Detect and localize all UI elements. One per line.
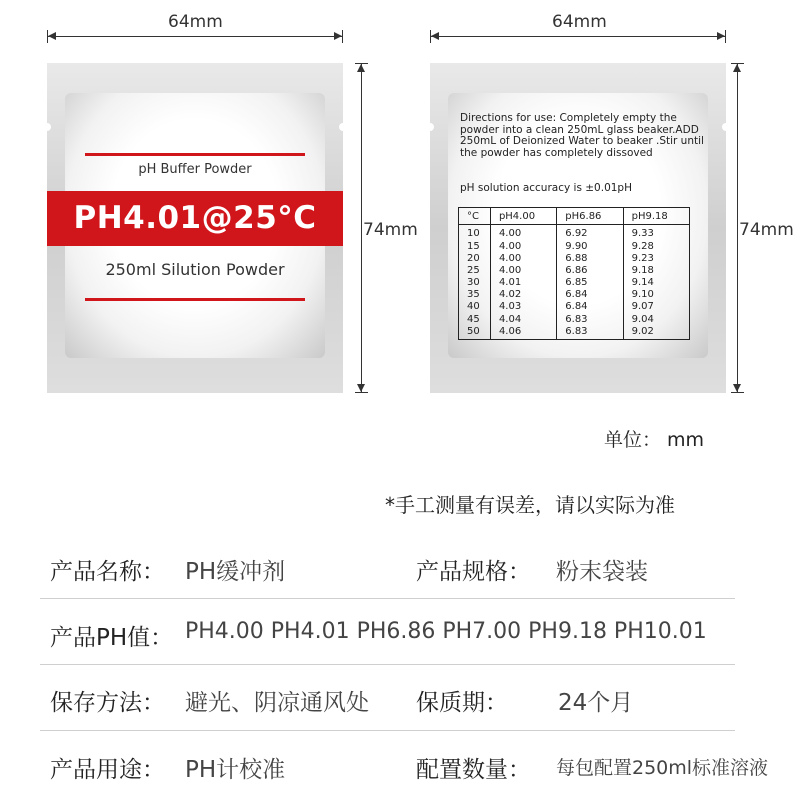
table-cell: 9.02 xyxy=(631,325,654,337)
table-cell: 4.06 xyxy=(490,327,556,340)
arrow-up-icon xyxy=(357,64,365,72)
usage-value: PH计校准 xyxy=(185,757,286,783)
table-cell: 9.28 xyxy=(631,240,654,252)
table-cell: 15 xyxy=(459,242,491,254)
table-cell: 25 xyxy=(459,266,491,278)
directions-text: Directions for use: Completely empty the powder into a clean 250mL glass beaker.ADD 250mL of Deionized Water to beaker .Stir until the powder has completely dissoved xyxy=(460,112,704,159)
table-cell: 9.04 xyxy=(631,313,654,325)
front-height-label: 74mm xyxy=(363,220,418,240)
front-width-label: 64mm xyxy=(168,12,223,32)
front-bottom-text: 250ml Silution Powder xyxy=(105,260,285,279)
table-cell: 6.84 xyxy=(557,290,623,302)
table-row xyxy=(459,327,690,340)
table-cell: 35 xyxy=(459,290,491,302)
accuracy-text: pH solution accuracy is ±0.01pH xyxy=(460,182,632,194)
table-cell: 9.23 xyxy=(631,252,654,264)
table-row xyxy=(459,225,690,242)
row-divider xyxy=(40,730,735,731)
table-cell: 4.03 xyxy=(490,302,556,314)
table-cell: 6.88 xyxy=(557,254,623,266)
arrow-up-icon xyxy=(733,64,741,72)
table-cell: 4.00 xyxy=(490,225,556,242)
tear-notch xyxy=(339,123,347,131)
ph-temperature-table xyxy=(458,207,690,340)
config-label: 配置数量： xyxy=(416,757,531,783)
product-spec-value: 粉末袋装 xyxy=(556,559,648,585)
column-header: pH9.18 xyxy=(623,208,689,225)
unit-label: 单位： mm xyxy=(604,429,705,451)
ph-value-band: PH4.01@25°C xyxy=(47,191,343,246)
table-cell: 9.33 xyxy=(631,228,654,239)
back-height-label: 74mm xyxy=(739,220,794,240)
table-cell: 4.00 xyxy=(490,242,556,254)
table-cell: 4.04 xyxy=(490,315,556,327)
table-cell: 6.86 xyxy=(557,266,623,278)
arrow-right-icon xyxy=(717,32,725,40)
table-header-row xyxy=(459,208,690,225)
tear-notch xyxy=(426,123,434,131)
table-cell: 9.90 xyxy=(557,242,623,254)
table-cell: 50 xyxy=(459,327,491,340)
shelf-life-label: 保质期： xyxy=(416,690,508,716)
table-cell: 10 xyxy=(459,225,491,242)
table-cell: 6.85 xyxy=(557,278,623,290)
product-name-label: 产品名称： xyxy=(50,559,165,585)
storage-label: 保存方法： xyxy=(50,690,165,716)
product-ph-value: PH4.00 PH4.01 PH6.86 PH7.00 PH9.18 PH10.01 xyxy=(185,619,707,644)
config-value: 每包配置250ml标准溶液 xyxy=(556,757,769,779)
table-cell: 6.83 xyxy=(557,315,623,327)
back-height-dimension-line xyxy=(737,63,738,393)
shelf-life-value: 24个月 xyxy=(558,690,634,716)
back-width-dimension-line xyxy=(430,36,726,37)
usage-label: 产品用途： xyxy=(50,757,165,783)
arrow-down-icon xyxy=(357,384,365,392)
table-cell: 20 xyxy=(459,254,491,266)
tear-notch xyxy=(722,123,730,131)
table-row xyxy=(459,315,690,327)
table-cell: 4.02 xyxy=(490,290,556,302)
tear-notch xyxy=(43,123,51,131)
front-width-dimension-line xyxy=(47,36,343,37)
arrow-right-icon xyxy=(334,32,342,40)
table-row xyxy=(459,302,690,314)
front-height-dimension-line xyxy=(361,63,362,393)
column-header: °C xyxy=(459,208,491,225)
measurement-note: *手工测量有误差，请以实际为准 xyxy=(385,493,675,517)
table-cell: 9.18 xyxy=(631,264,654,276)
table-cell: 6.83 xyxy=(557,327,623,340)
front-top-text: pH Buffer Powder xyxy=(138,162,252,177)
table-cell: 4.00 xyxy=(490,266,556,278)
table-cell: 30 xyxy=(459,278,491,290)
row-divider xyxy=(40,598,735,599)
bottom-red-line xyxy=(85,298,305,301)
table-cell: 4.01 xyxy=(490,278,556,290)
table-cell: 40 xyxy=(459,302,491,314)
table-cell: 9.10 xyxy=(631,289,654,301)
back-width-label: 64mm xyxy=(552,12,607,32)
table-cell: 6.84 xyxy=(557,302,623,314)
product-ph-label: 产品PH值： xyxy=(50,625,174,651)
table-cell: 4.00 xyxy=(490,254,556,266)
arrow-left-icon xyxy=(431,32,439,40)
arrow-down-icon xyxy=(733,384,741,392)
table-cell: 6.92 xyxy=(557,225,623,242)
arrow-left-icon xyxy=(48,32,56,40)
table-cell: 45 xyxy=(459,315,491,327)
table-cell: 9.14 xyxy=(631,277,654,289)
top-red-line xyxy=(85,153,305,156)
product-spec-label: 产品规格： xyxy=(416,559,531,585)
table-cell: 9.07 xyxy=(631,301,654,313)
front-sachet xyxy=(47,63,343,393)
product-name-value: PH缓冲剂 xyxy=(185,559,286,585)
row-divider xyxy=(40,664,735,665)
storage-value: 避光、阴凉通风处 xyxy=(185,690,369,716)
column-header: pH4.00 xyxy=(490,208,556,225)
column-header: pH6.86 xyxy=(557,208,623,225)
